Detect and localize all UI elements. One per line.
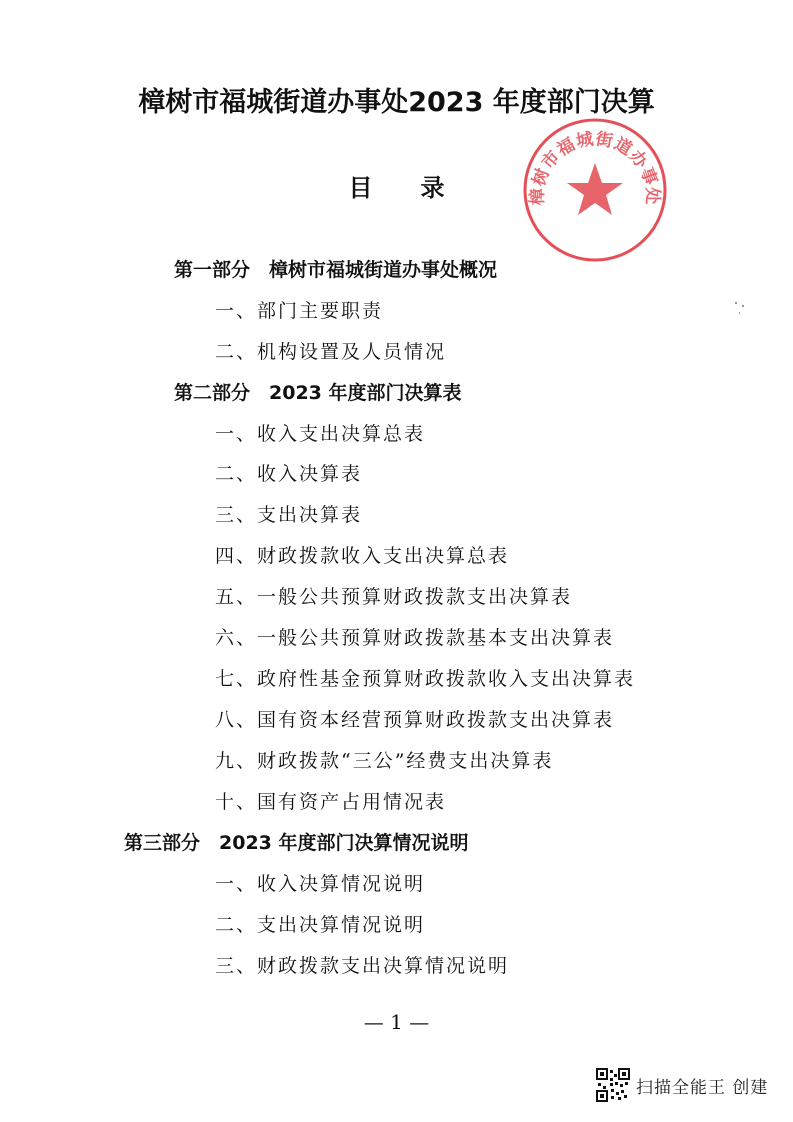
toc-part-2[interactable]: 第二部分 2023 年度部门决算表 (174, 382, 462, 404)
scan-speck (742, 305, 744, 307)
toc-item[interactable]: 七、政府性基金预算财政拨款收入支出决算表 (215, 668, 636, 690)
seal-text: 樟树市福城街道办事处 (527, 129, 663, 206)
toc-item[interactable]: 二、机构设置及人员情况 (215, 341, 447, 363)
toc-item[interactable]: 三、支出决算表 (215, 504, 363, 526)
toc-item[interactable]: 一、收入决算情况说明 (215, 873, 426, 895)
toc-item[interactable]: 二、收入决算表 (215, 463, 363, 485)
page-number: — 1 — (363, 1010, 430, 1034)
toc-item[interactable]: 五、一般公共预算财政拨款支出决算表 (215, 586, 573, 608)
toc-item[interactable]: 六、一般公共预算财政拨款基本支出决算表 (215, 627, 615, 649)
qr-code-icon (596, 1068, 630, 1102)
toc-item[interactable]: 十、国有资产占用情况表 (215, 791, 447, 813)
document-title: 樟树市福城街道办事处2023 年度部门决算 (138, 87, 655, 118)
toc-item[interactable]: 一、部门主要职责 (215, 300, 384, 322)
scanner-brand-label: 扫描全能王 创建 (636, 1077, 769, 1098)
toc-part-1[interactable]: 第一部分 樟树市福城街道办事处概况 (174, 259, 498, 281)
toc-item[interactable]: 二、支出决算情况说明 (215, 914, 426, 936)
toc-item[interactable]: 三、财政拨款支出决算情况说明 (215, 955, 510, 977)
scan-speck (739, 312, 740, 314)
toc-item[interactable]: 九、财政拨款“三公”经费支出决算表 (215, 750, 554, 772)
scan-speck (735, 302, 737, 304)
toc-item[interactable]: 四、财政拨款收入支出决算总表 (215, 545, 510, 567)
toc-heading: 目录 (348, 174, 493, 202)
scanner-watermark (596, 1068, 768, 1102)
toc-item[interactable]: 八、国有资本经营预算财政拨款支出决算表 (215, 709, 615, 731)
toc-item[interactable]: 一、收入支出决算总表 (215, 423, 426, 445)
toc-part-3[interactable]: 第三部分 2023 年度部门决算情况说明 (124, 832, 469, 854)
